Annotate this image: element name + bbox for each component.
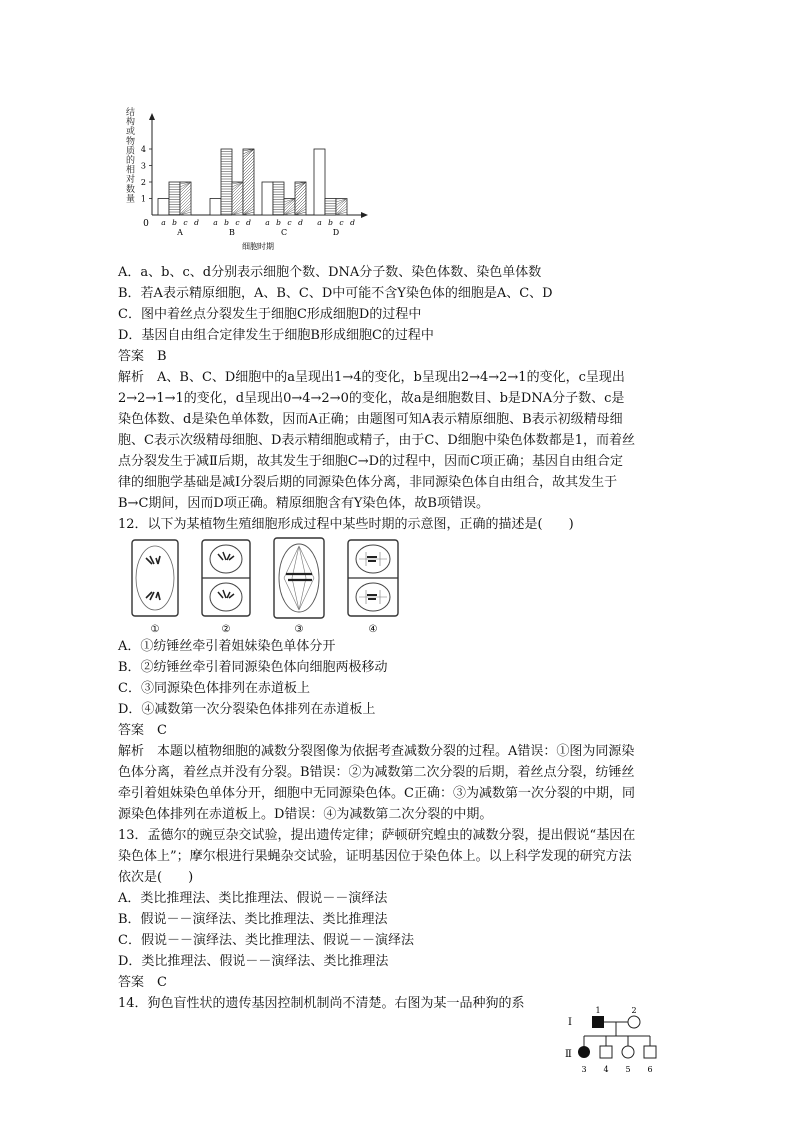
origin-label: 0 bbox=[143, 219, 149, 229]
x-axis-title: 细胞时期 bbox=[242, 242, 274, 251]
y-axis-title: 结构或物质的相对数量 bbox=[126, 108, 136, 205]
cell-label-3: ③ bbox=[294, 624, 304, 635]
q11-explanation-3: 染色体数、d是染色单体数，因而A正确；由题图可知A表示精原细胞、B表示初级精母细 bbox=[118, 412, 623, 427]
q12-option-a: A．①纺锤丝牵引着姐妹染色单体分开 bbox=[118, 639, 336, 654]
bar-category-label: a bbox=[213, 218, 218, 227]
y-tick-label: 2 bbox=[140, 178, 146, 187]
pedigree-diagram bbox=[560, 1000, 670, 1082]
bar-category-label: b bbox=[224, 218, 229, 227]
q13-stem-1: 13．孟德尔的豌豆杂交试验，提出遗传定律；萨顿研究蝗虫的减数分裂，提出假说“基因在 bbox=[118, 828, 636, 843]
group-label-B: B bbox=[229, 228, 235, 237]
bar-category-label: c bbox=[235, 218, 240, 227]
bar-B-a bbox=[210, 199, 221, 216]
pedigree-id-2: 2 bbox=[631, 1006, 637, 1015]
bar-category-label: c bbox=[183, 218, 188, 227]
male-6 bbox=[644, 1046, 656, 1058]
q11-option-c: C．图中着丝点分裂发生于细胞C形成细胞D的过程中 bbox=[118, 307, 422, 322]
q14-stem: 14．狗色盲性状的遗传基因控制机制尚不清楚。右图为某一品种狗的系 bbox=[118, 996, 525, 1011]
q12-explanation-3: 牵引着姐妹染色单体分开，细胞中无同源染色体。C正确：③为减数第一次分裂的中期，同 bbox=[118, 786, 635, 801]
female-2 bbox=[628, 1016, 640, 1028]
q12-option-d: D．④减数第一次分裂染色体排列在赤道板上 bbox=[118, 702, 376, 717]
q12-explanation-1: 解析 本题以植物细胞的减数分裂图像为依据考查减数分裂的过程。A错误：①图为同源染 bbox=[118, 744, 635, 759]
q13-option-d: D．类比推理法、假说－－演绎法、类比推理法 bbox=[118, 954, 389, 969]
q11-option-b: B．若A表示精原细胞，A、B、C、D中可能不含Y染色体的细胞是A、C、D bbox=[118, 286, 553, 301]
group-label-A: A bbox=[177, 228, 183, 237]
bar-chart bbox=[118, 105, 378, 255]
pedigree-id-5: 5 bbox=[625, 1065, 631, 1074]
cell-2 bbox=[202, 540, 250, 616]
group-label-D: D bbox=[332, 228, 340, 237]
q11-option-d: D．基因自由组合定律发生于细胞B形成细胞C的过程中 bbox=[118, 328, 434, 343]
bar-category-label: a bbox=[161, 218, 166, 227]
q11-explanation-2: 2→2→1→1的变化，d呈现出0→4→2→0的变化，故a是细胞数目、b是DNA分子数、c是 bbox=[118, 391, 625, 406]
affected-male-1 bbox=[592, 1016, 604, 1028]
y-axis-arrow bbox=[149, 113, 155, 120]
q11-explanation-6: 律的细胞学基础是减Ⅰ分裂后期的同源染色体分离，非同源染色体自由组合，故其发生于 bbox=[118, 475, 618, 490]
cell-1 bbox=[132, 540, 178, 616]
q13-stem-2: 染色体上”；摩尔根进行果蝇杂交试验，证明基因位于染色体上。以上科学发现的研究方法 bbox=[118, 849, 632, 864]
q12-answer: 答案 C bbox=[118, 723, 167, 738]
y-tick-label: 1 bbox=[140, 194, 146, 204]
x-axis-arrow bbox=[361, 212, 368, 218]
cell-label-4: ④ bbox=[368, 624, 378, 635]
affected-female-3 bbox=[578, 1046, 590, 1058]
pedigree-id-3: 3 bbox=[581, 1065, 587, 1074]
bar-category-label: b bbox=[172, 218, 177, 227]
q12-option-c: C．③同源染色体排列在赤道板上 bbox=[118, 681, 310, 696]
generation-label-1: Ⅰ bbox=[568, 1017, 572, 1028]
q11-explanation-4: 胞、C表示次级精母细胞、D表示精细胞或精子，由于C、D细胞中染色体数都是1，而着丝 bbox=[118, 433, 636, 448]
q13-answer: 答案 C bbox=[118, 975, 167, 990]
bar-category-label: d bbox=[194, 218, 199, 227]
q12-stem: 12．以下为某植物生殖细胞形成过程中某些时期的示意图，正确的描述是( ) bbox=[118, 517, 574, 532]
q13-option-b: B．假说－－演绎法、类比推理法、类比推理法 bbox=[118, 912, 388, 927]
q13-stem-3: 依次是( ) bbox=[118, 870, 194, 885]
pedigree-id-1: 1 bbox=[595, 1006, 601, 1015]
cell-4 bbox=[348, 540, 398, 616]
bar-A-a bbox=[158, 199, 169, 216]
cell-diagrams bbox=[126, 536, 406, 636]
pedigree-id-6: 6 bbox=[647, 1065, 653, 1074]
bar-category-label: d bbox=[350, 218, 355, 227]
q12-explanation-2: 色体分离，着丝点并没有分裂。B错误：②为减数第二次分裂的后期，着丝点分裂，纺锤丝 bbox=[118, 765, 635, 780]
q13-option-c: C．假说－－演绎法、类比推理法、假说－－演绎法 bbox=[118, 933, 414, 948]
bar-category-label: c bbox=[287, 218, 292, 227]
bar-C-a bbox=[262, 182, 273, 215]
pedigree-id-4: 4 bbox=[603, 1065, 609, 1074]
bar-category-label: b bbox=[328, 218, 333, 227]
bar-category-label: d bbox=[298, 218, 303, 227]
cell-label-1: ① bbox=[150, 624, 160, 635]
q12-option-b: B．②纺锤丝牵引着同源染色体向细胞两极移动 bbox=[118, 660, 388, 675]
q11-explanation-5: 点分裂发生于减Ⅱ后期，故其发生于细胞C→D的过程中，因而C项正确；基因自由组合定 bbox=[118, 454, 624, 469]
q11-explanation-7: B→C期间，因而D项正确。精原细胞含有Y染色体，故B项错误。 bbox=[118, 496, 489, 511]
q13-option-a: A．类比推理法、类比推理法、假说－－演绎法 bbox=[118, 891, 388, 906]
bar-category-label: c bbox=[339, 218, 344, 227]
cell-label-2: ② bbox=[221, 624, 231, 635]
cell-3 bbox=[274, 538, 324, 618]
q11-answer: 答案 B bbox=[118, 349, 167, 364]
q11-explanation-1: 解析 A、B、C、D细胞中的a呈现出1→4的变化，b呈现出2→4→2→1的变化，c呈现出 bbox=[118, 370, 625, 385]
male-4 bbox=[600, 1046, 612, 1058]
y-tick-label: 3 bbox=[140, 161, 146, 171]
female-5 bbox=[622, 1046, 634, 1058]
bar-category-label: a bbox=[317, 218, 322, 227]
bar-category-label: d bbox=[246, 218, 251, 227]
y-axis-label bbox=[126, 106, 135, 204]
bar-D-a bbox=[314, 149, 325, 215]
q12-explanation-4: 源染色体排列在赤道板上。D错误：④为减数第二次分裂的中期。 bbox=[118, 807, 493, 822]
y-tick-label: 4 bbox=[140, 145, 146, 154]
bar-category-label: a bbox=[265, 218, 270, 227]
group-label-C: C bbox=[280, 228, 288, 237]
generation-label-2: Ⅱ bbox=[565, 1049, 572, 1060]
q11-option-a: A．a、b、c、d分别表示细胞个数、DNA分子数、染色体数、染色单体数 bbox=[118, 265, 542, 280]
bar-category-label: b bbox=[276, 218, 281, 227]
